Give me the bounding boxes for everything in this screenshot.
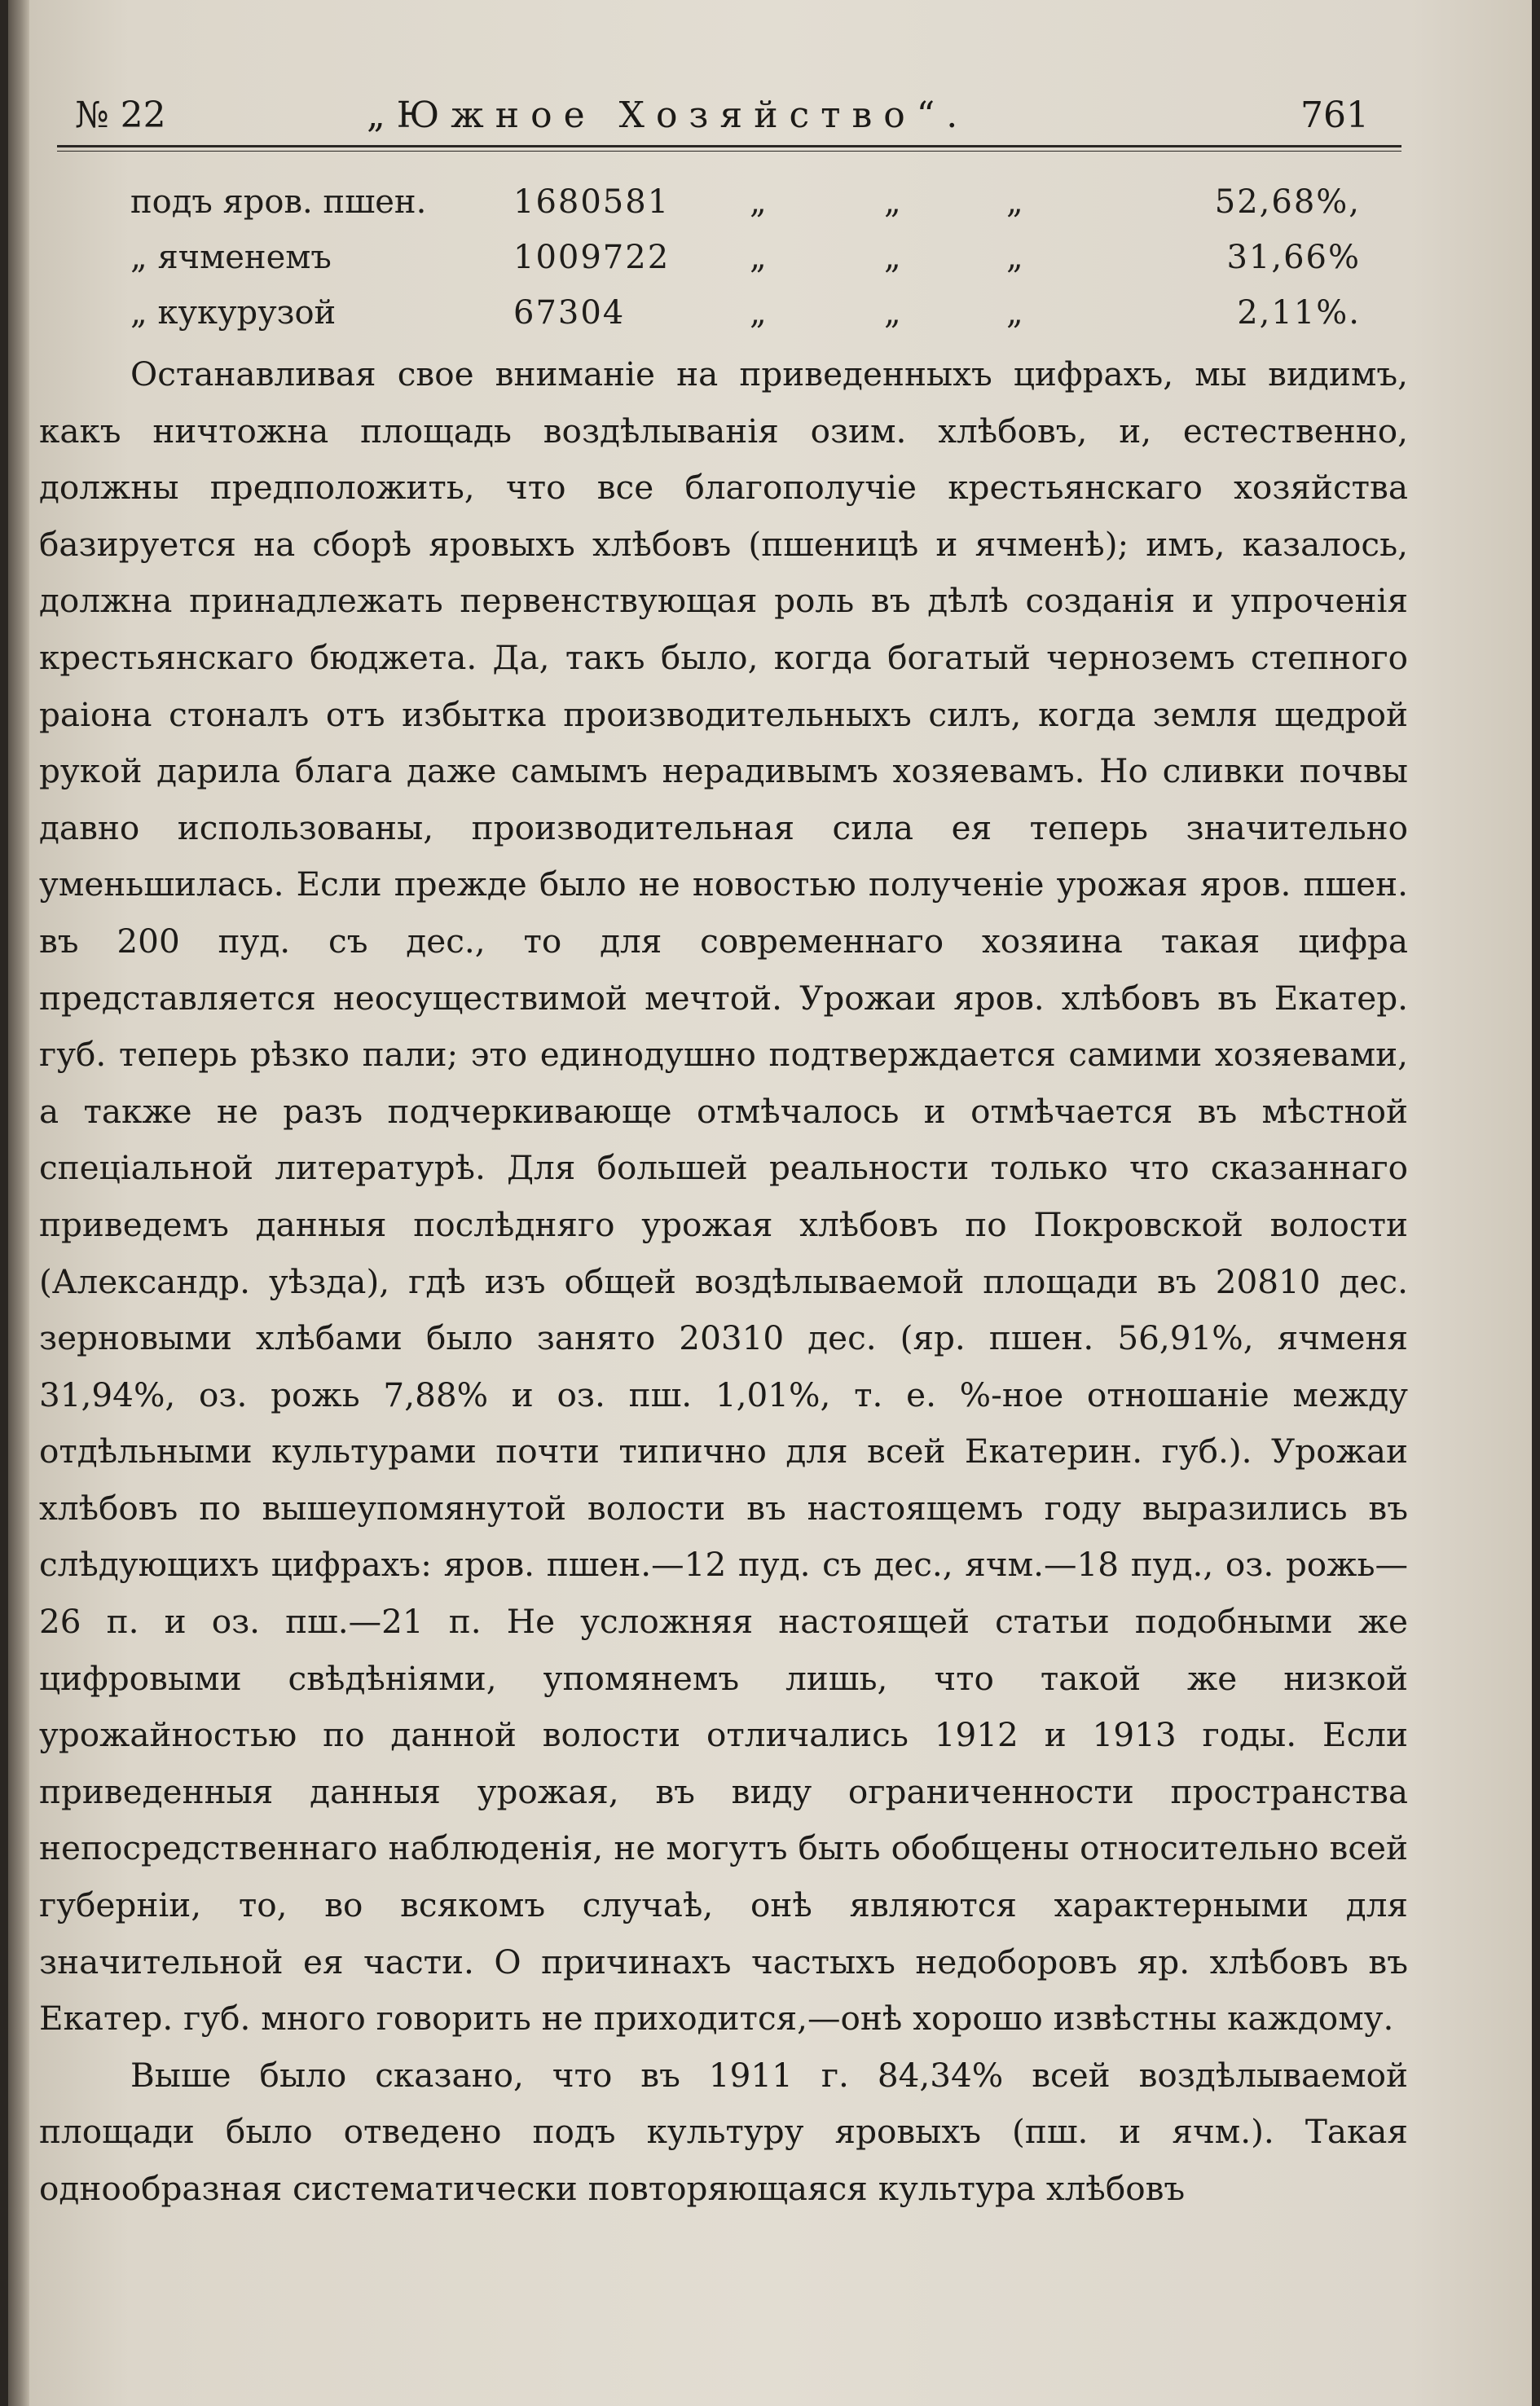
table-row [57,239,1393,294]
table-row [57,294,1393,350]
row-percent: 31,66% [1226,239,1361,276]
header-rule [57,145,1401,152]
ditto-mark: „ [884,183,901,221]
ditto-mark: „ [750,183,767,221]
table-row [57,183,1393,239]
ditto-mark: „ [884,294,901,332]
running-header [57,91,1410,148]
row-percent: 2,11%. [1237,294,1361,332]
ditto-mark: „ [750,239,767,276]
row-value: 1680581 [513,183,671,221]
ditto-mark: „ [1006,294,1023,332]
row-label: подъ яров. пшен. [130,183,427,221]
article-body [39,346,1408,2218]
paragraph: Останавливая свое вниманіе на приведенныхъ цифрахъ, мы видимъ, какъ ничтожна площадь воздѣлыванія озим. хлѣбовъ, и, естественно, должны предположить, что все благополучіе крестьянскаго хозяйства базируется на сборѣ яровыхъ хлѣбовъ (пшеницѣ и ячменѣ); имъ, казалось, должна принадлежать первенствующая роль въ дѣлѣ созданія и упроченія крестьянскаго бюджета. Да, такъ было, когда богатый черноземъ степного раіона стоналъ отъ избытка производительныхъ силъ, когда земля щедрой рукой дарила блага даже самымъ нерадивымъ хозяевамъ. Но сливки почвы давно использованы, производительная сила ея теперь значительно уменьшилась. Если прежде было не новостью полученіе урожая яров. пшен. въ 200 пуд. съ дес., то для современнаго хозяина такая цифра представляется неосуществимой мечтой. Урожаи яров. хлѣбовъ въ Екатер. губ. теперь рѣзко пали; это единодушно подтверждается самими хозяевами, а также не разъ подчеркивающе отмѣчалось и отмѣчается въ мѣстной спеціальной литературѣ. Для большей реальности только что сказаннаго приведемъ данныя послѣдняго урожая хлѣбовъ по Покровской волости (Александр. уѣзда), гдѣ изъ общей воздѣлываемой площади въ 20810 дес. зерновыми хлѣбами было занято 20310 дес. (яр. пшен. 56,91%, ячменя 31,94%, оз. рожь 7,88% и оз. пш. 1,01%, т. е. %-ное отношаніе между отдѣльными культурами почти типично для всей Екатерин. губ.). Урожаи хлѣбовъ по вышеупомянутой волости въ настоящемъ году выразились въ слѣдующихъ цифрахъ: яров. пшен.—12 пуд. съ дес., ячм.—18 пуд., оз. рожь—26 п. и оз. пш.—21 п. Не усложняя настоящей статьи подобными же цифровыми свѣдѣніями, упомянемъ лишь, что такой же низкой урожайностью по данной волости отличались 1912 и 1913 годы. Если приведенныя данныя урожая, въ виду ограниченности пространства непосредственнаго наблюденія, не могутъ быть обобщены относительно всей губерніи, то, во всякомъ случаѣ, онѣ являются характерными для значительной ея части. О причинахъ частыхъ недоборовъ яр. хлѣбовъ въ Екатер. губ. много говорить не приходится,—онѣ хорошо извѣстны каждому. [39,354,1408,2039]
ditto-mark: „ [1006,239,1023,276]
issue-number: № 22 [75,95,166,136]
ditto-mark: „ [750,294,767,332]
page-number: 761 [1300,95,1369,136]
row-label: „ ячменемъ [130,239,332,276]
row-percent: 52,68%, [1214,183,1361,221]
binding-edge [8,0,29,2406]
page [8,0,1532,2406]
paragraph: Выше было сказано, что въ 1911 г. 84,34% всей воздѣлываемой площади было отведено подъ культуру яровыхъ (пш. и ячм.). Такая однообразная систематически повторяющаяся культура хлѣбовъ [39,2055,1408,2208]
ditto-mark: „ [1006,183,1023,221]
area-table [57,183,1393,350]
journal-title: „Южное Хозяйство“. [367,95,970,136]
row-label: „ кукурузой [130,294,337,332]
ditto-mark: „ [884,239,901,276]
row-value: 67304 [513,294,626,332]
row-value: 1009722 [513,239,671,276]
